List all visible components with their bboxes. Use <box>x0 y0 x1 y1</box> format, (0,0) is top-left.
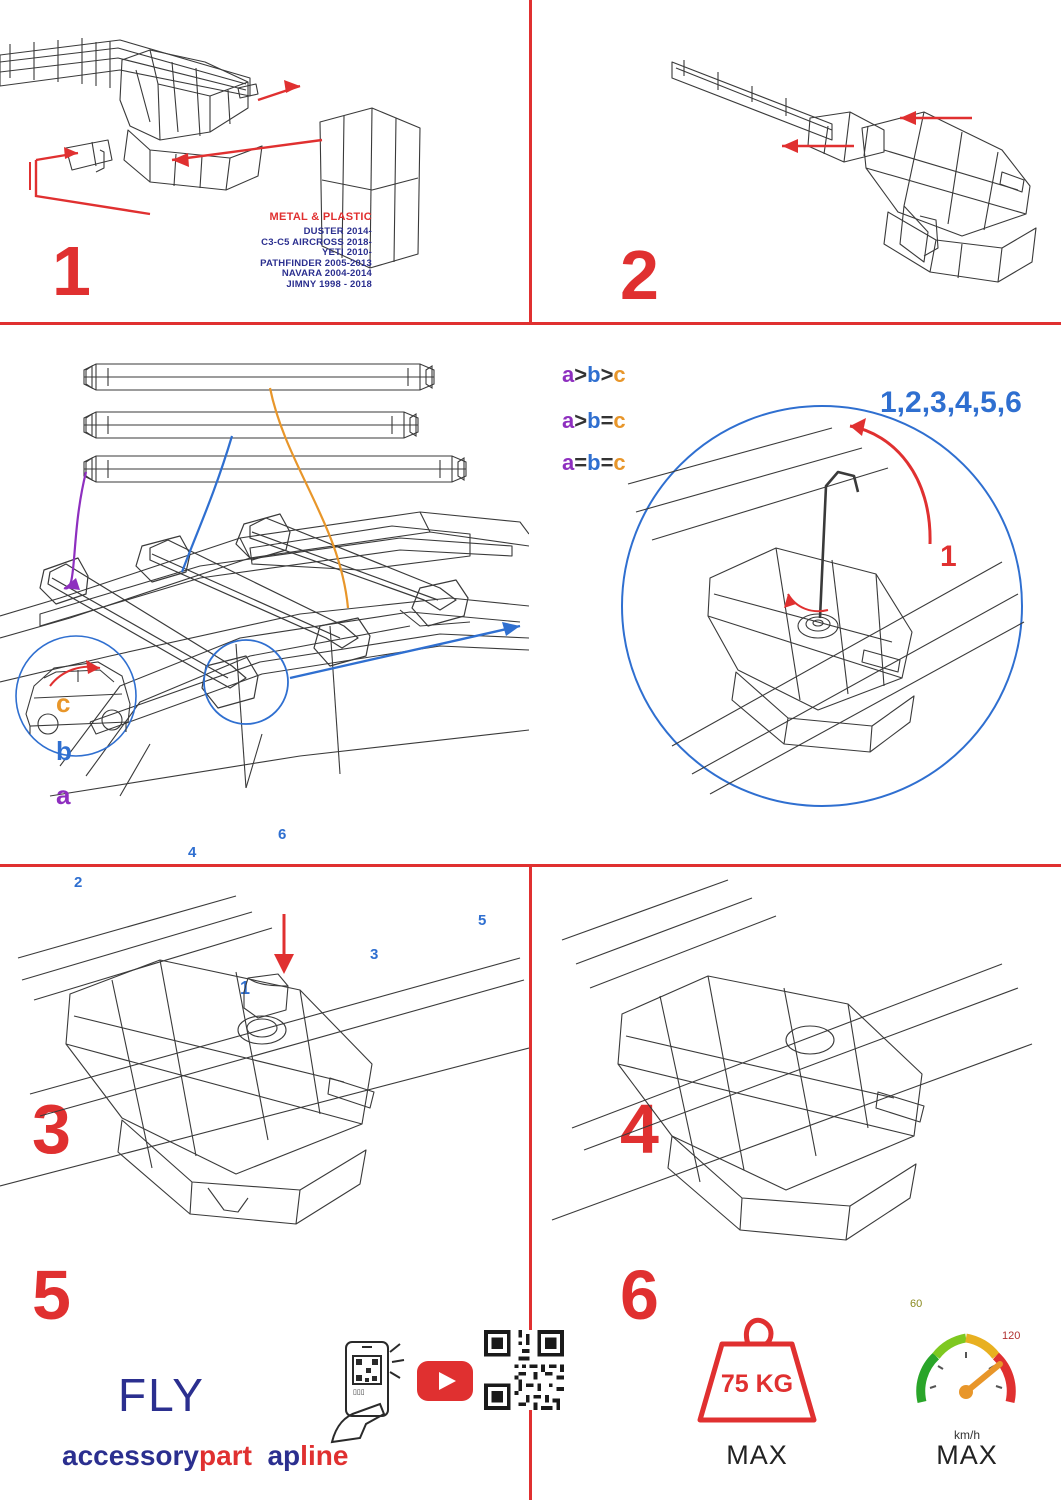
step6-illustration <box>532 868 1061 1298</box>
model-item: JIMNY 1998 - 2018 <box>286 278 372 290</box>
panel-step-2 <box>532 0 1061 322</box>
highlight-circle-foot <box>204 640 288 724</box>
panel-step-5 <box>0 868 529 1500</box>
step-number-4: 4 <box>620 1090 657 1168</box>
svg-text:▯▯▯: ▯▯▯ <box>353 1389 365 1396</box>
model-item: C3-C5 AIRCROSS 2018- <box>261 236 372 248</box>
divider-top <box>0 322 1061 325</box>
scan-qr-phone-icon[interactable] <box>322 1338 408 1448</box>
brand-word-part: part <box>199 1440 252 1471</box>
gauge-tick-min: 60 <box>910 1298 923 1310</box>
callout-5: 5 <box>478 912 487 929</box>
step5-illustration <box>0 868 529 1298</box>
gauge-tick-max: 120 <box>1002 1330 1021 1342</box>
tightening-sequence: 1,2,3,4,5,6 <box>880 386 1022 419</box>
brand-word-accessory: accessory <box>62 1440 200 1471</box>
step4-callout-1: 1 <box>940 540 957 573</box>
panel-step-6 <box>532 868 1061 1500</box>
step-number-3: 3 <box>32 1090 69 1168</box>
youtube-icon[interactable] <box>416 1360 474 1402</box>
callout-6: 6 <box>278 826 287 843</box>
detail-circle <box>622 406 1022 806</box>
callout-4: 4 <box>188 844 197 861</box>
brand-title: FLY <box>118 1369 205 1421</box>
speed-unit-label: km/h <box>953 1428 980 1442</box>
panel-step-1 <box>0 0 529 322</box>
callout-2: 2 <box>74 874 83 891</box>
bar-label-b: b <box>56 736 72 766</box>
compatible-models-list <box>120 227 372 290</box>
step-number-6: 6 <box>620 1256 657 1334</box>
callout-1: 1 <box>240 978 251 998</box>
model-item: YETI 2010- <box>321 247 372 258</box>
step2-illustration <box>532 0 1061 322</box>
model-item: DUSTER 2014- <box>303 226 372 237</box>
brand-word-line: line <box>300 1440 349 1471</box>
equation-3: a=b=c <box>562 450 626 475</box>
speed-limit-gauge-icon <box>900 1308 1030 1428</box>
equation-2: a>b=c <box>562 408 626 433</box>
step-number-2: 2 <box>620 236 657 314</box>
weight-value: 75 KG <box>720 1370 794 1398</box>
step3-illustration <box>0 326 529 864</box>
equation-1: a>b>c <box>562 362 626 387</box>
weight-limit-icon <box>692 1310 822 1428</box>
step-number-5: 5 <box>32 1256 69 1334</box>
brand-word-ap: ap <box>267 1440 301 1471</box>
speed-max-label: MAX <box>936 1440 998 1470</box>
callout-3: 3 <box>370 946 379 963</box>
model-item: PATHFINDER 2005-2013 <box>260 257 372 269</box>
panel-step-3 <box>0 326 529 1168</box>
weight-max-label: MAX <box>726 1440 788 1470</box>
model-item: NAVARA 2004-2014 <box>281 268 372 279</box>
bar-label-c: c <box>56 688 71 718</box>
step-number-1: 1 <box>52 232 89 310</box>
brand-subtitle <box>62 1440 348 1472</box>
metal-plastic-heading: METAL & PLASTIC <box>269 211 372 223</box>
panel-step-4 <box>532 326 1061 1168</box>
bar-label-a: a <box>56 780 71 810</box>
